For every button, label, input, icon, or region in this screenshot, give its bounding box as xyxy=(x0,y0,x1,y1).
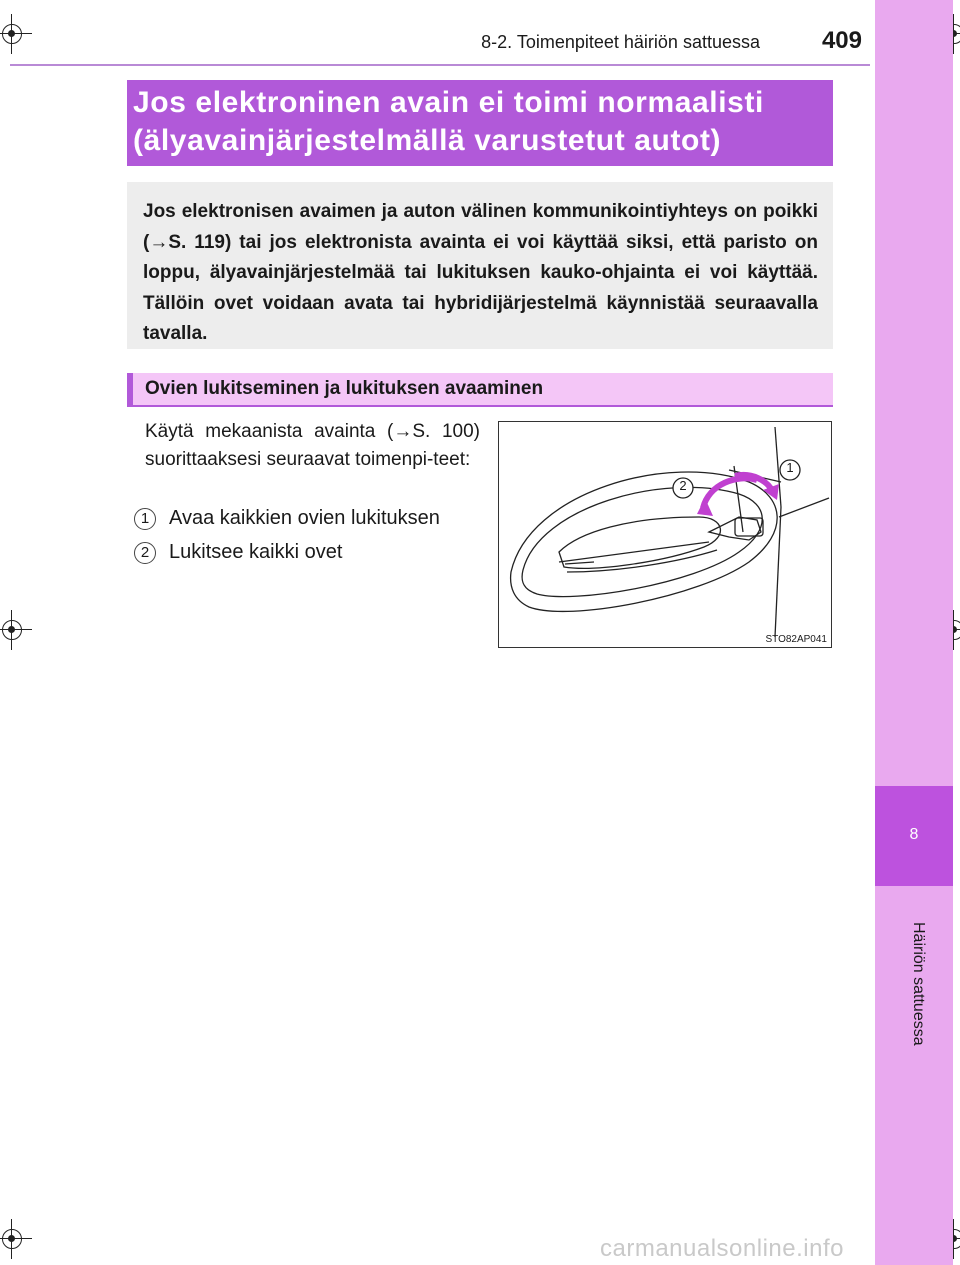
step-number-badge: 2 xyxy=(134,542,156,564)
door-handle-drawing xyxy=(499,422,831,647)
subsection-heading-text: Ovien lukitseminen ja lukituksen avaaminen xyxy=(145,378,544,399)
intro-text: Jos elektronisen avaimen ja auton välinen kommunikointiyhteys on poikki (→S. 119) tai jos elektronista avainta ei voi käyttää siksi, että paristo on loppu, älyavainjärjestelmää tai lukituksen kauko-ohjainta ei voi käyttää. Tällöin ovet voidaan avata tai hybridijärjestelmä käynnistää seuraavalla tavalla. xyxy=(143,201,818,344)
step-text: Avaa kaikkien ovien lukituksen xyxy=(169,507,440,529)
registration-mark-top-left xyxy=(0,20,26,48)
registration-mark-bottom-left xyxy=(0,1225,26,1253)
section-title-box xyxy=(127,80,833,166)
watermark: carmanualsonline.info xyxy=(600,1235,844,1262)
step-number-badge: 1 xyxy=(134,508,156,530)
intro-box xyxy=(127,182,833,349)
header-rule xyxy=(10,64,870,66)
chapter-side-tab xyxy=(875,0,953,1265)
step-text: Lukitsee kaikki ovet xyxy=(169,541,343,563)
running-head: 8-2. Toimenpiteet häiriön sattuessa xyxy=(481,32,760,52)
registration-mark-mid-left xyxy=(0,616,26,644)
chapter-title: Häiriön sattuessa xyxy=(910,922,927,1046)
callout-1: 1 xyxy=(786,460,794,475)
body-paragraph: Käytä mekaanista avainta (→S. 100) suorittaaksesi seuraavat toimenpi-teet: xyxy=(145,421,480,470)
page-number: 409 xyxy=(821,27,862,54)
section-title-line-1: Jos elektroninen avain ei toimi normaalisti xyxy=(133,86,764,119)
chapter-number: 8 xyxy=(909,826,919,843)
door-handle-illustration xyxy=(498,421,832,648)
section-title-line-2: (älyavainjärjestelmällä varustetut autot) xyxy=(133,124,722,157)
subsection-heading xyxy=(127,373,833,407)
figure-code: STO82AP041 xyxy=(765,634,827,645)
callout-2: 2 xyxy=(679,478,687,493)
